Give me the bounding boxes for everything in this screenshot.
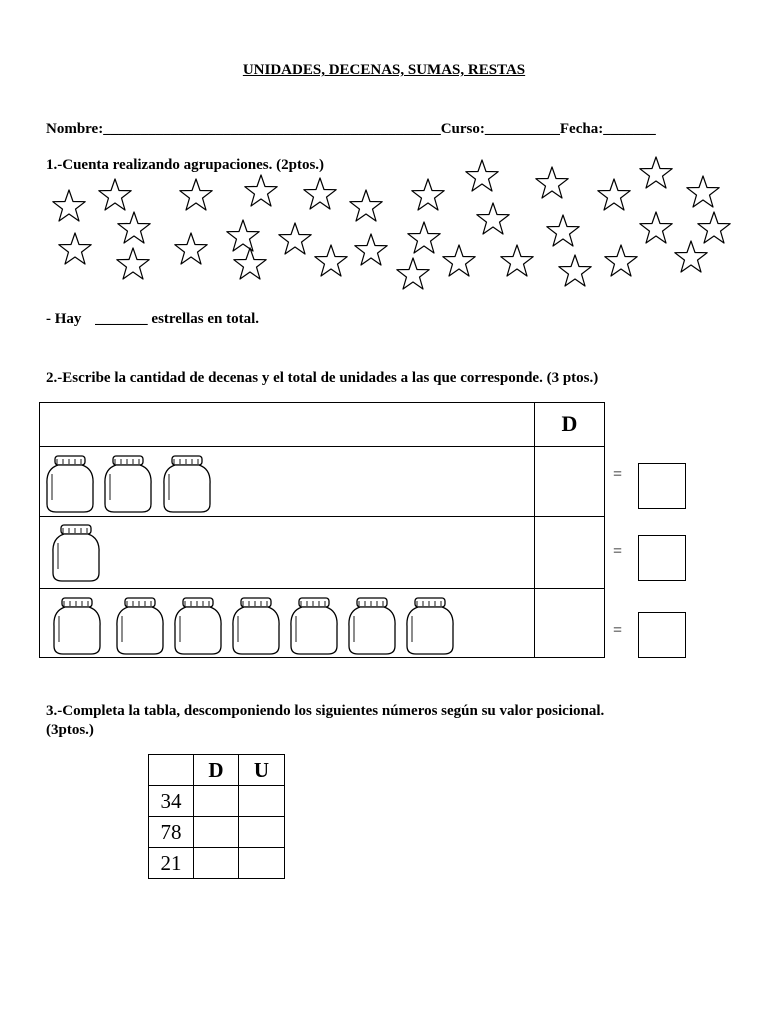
jar-icon [233,598,279,654]
number-cell: 21 [149,848,194,879]
star-icon [408,222,440,253]
jar-icon [105,456,151,512]
table-row [149,848,285,879]
column-header-d: D [561,411,578,436]
jar-icon [47,456,93,512]
table-row [149,786,285,817]
jar-icon [291,598,337,654]
star-icon [605,245,637,276]
star-icon [640,212,672,243]
question-3-points: (3ptos.) [46,722,94,738]
nombre-field[interactable]: _____________________________________________ [103,121,441,137]
star-icon [227,220,259,251]
nombre-label: Nombre: [46,121,104,137]
decenas-cell-3[interactable] [535,589,604,657]
star-icon [501,245,533,276]
star-icon [443,245,475,276]
number-cell: 78 [149,817,194,848]
star-icon [698,212,730,243]
star-icon [397,258,429,289]
decenas-cell-1[interactable] [535,447,604,516]
jar-icon [175,598,221,654]
star-icon [350,190,382,221]
decenas-cell-2[interactable] [535,517,604,588]
star-icon [675,241,707,272]
star-icon [466,160,498,191]
equals-sign: = [613,543,623,560]
fecha-field[interactable]: _______ [603,121,656,137]
curso-field[interactable]: __________ [484,121,560,137]
star-icon [245,175,277,206]
decenas-table [39,402,605,658]
jars-row-2 [40,517,534,588]
unidades-input-cell[interactable] [239,848,285,879]
question-2-prompt: 2.-Escribe la cantidad de decenas y el total de unidades a las que corresponde. (3 ptos.) [46,370,599,386]
table-header-row [149,755,285,786]
unidades-input-cell[interactable] [239,817,285,848]
jars-row-3 [40,589,534,657]
number-cell: 34 [149,786,194,817]
curso-label: Curso: [440,121,485,137]
unidades-input-cell[interactable] [239,786,285,817]
star-icon [536,167,568,198]
table-header-u: U [239,755,285,786]
star-icon [279,223,311,254]
star-icon [412,179,444,210]
jar-icon [349,598,395,654]
star-icon [355,234,387,265]
place-value-table [148,754,285,879]
stars-group [0,150,768,295]
decenas-input-cell[interactable] [194,848,239,879]
star-icon [59,233,91,264]
star-icon [99,179,131,210]
star-icon [117,248,149,279]
star-icon [559,255,591,286]
unidades-box-1[interactable] [638,463,686,509]
jar-icon [407,598,453,654]
star-icon [234,248,266,279]
star-icon [315,245,347,276]
table-header-d: D [194,755,239,786]
star-icon [687,176,719,207]
jars-row-1 [40,447,534,516]
star-total-field[interactable]: _______ [95,311,148,327]
table-header-empty [149,755,194,786]
fecha-label: Fecha: [559,121,604,137]
table-row [149,817,285,848]
student-info-line [46,121,656,138]
jar-icon [117,598,163,654]
question-1-prompt: 1.-Cuenta realizando agrupaciones. (2ptos.) [46,157,325,173]
answer-suffix: estrellas en total. [151,311,260,327]
star-icon [598,179,630,210]
star-icon [180,179,212,210]
unidades-box-3[interactable] [638,612,686,658]
decenas-input-cell[interactable] [194,786,239,817]
star-icon [53,190,85,221]
question-3-prompt: 3.-Completa la tabla, descomponiendo los siguientes números según su valor posicional. [46,703,605,719]
equals-sign: = [613,466,623,483]
question-1-answer-line [46,311,259,328]
answer-prefix: - Hay [46,311,82,327]
jar-icon [164,456,210,512]
star-icon [118,212,150,243]
page-title: UNIDADES, DECENAS, SUMAS, RESTAS [242,62,526,78]
star-icon [175,233,207,264]
star-icon [304,178,336,209]
jar-icon [53,525,99,581]
equals-sign: = [613,622,623,639]
jar-icon [54,598,100,654]
star-icon [477,203,509,234]
decenas-input-cell[interactable] [194,817,239,848]
star-icon [640,157,672,188]
star-icon [547,215,579,246]
unidades-box-2[interactable] [638,535,686,581]
